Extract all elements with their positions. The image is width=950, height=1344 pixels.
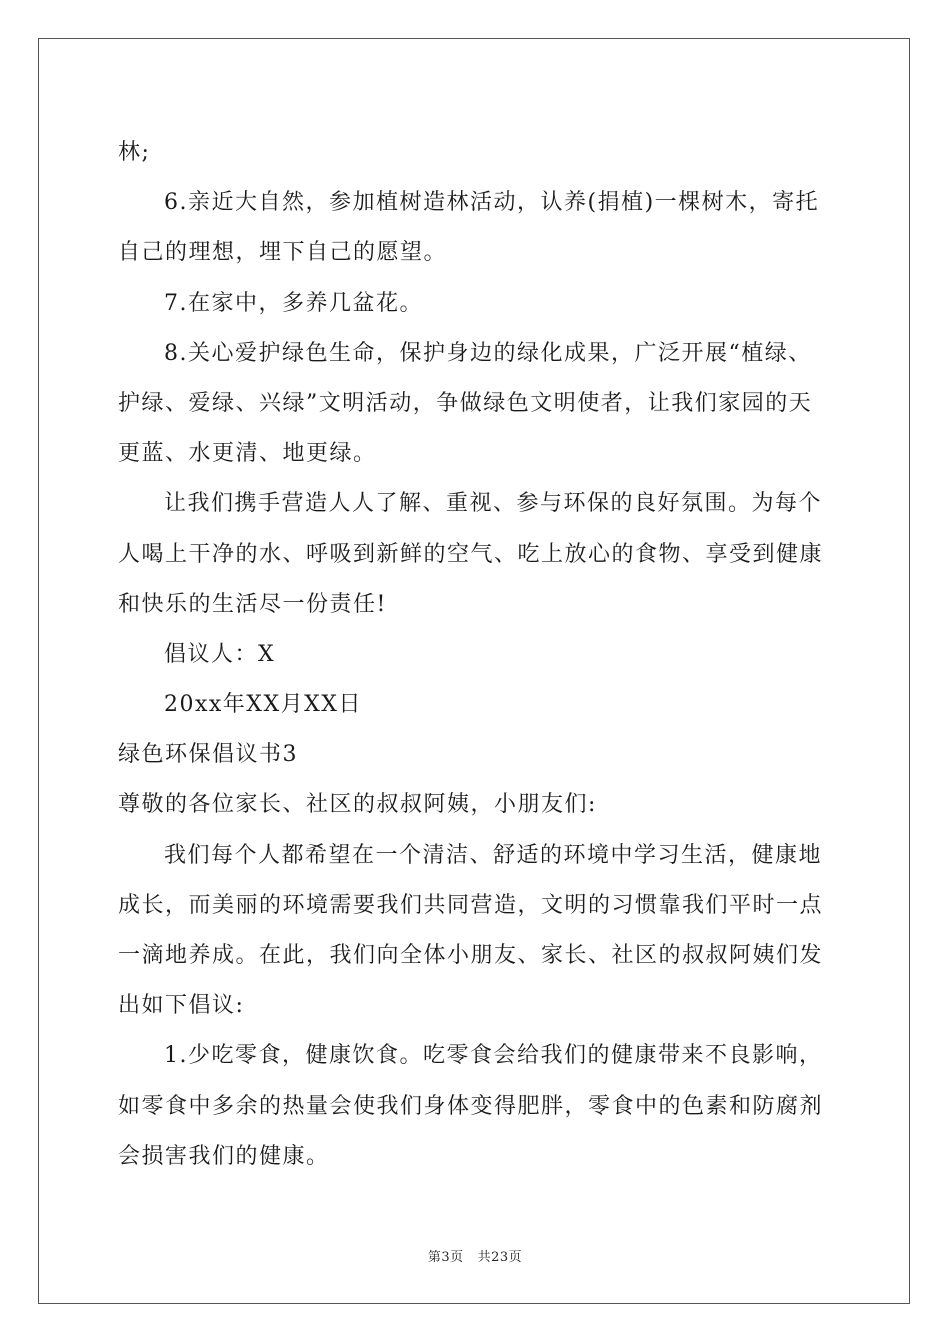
page-total: 共23页: [477, 1250, 523, 1265]
text-line: 如零食中多余的热量会使我们身体变得肥胖，零食中的色素和防腐剂: [118, 1093, 824, 1119]
signature-line: 倡议人：X: [164, 641, 276, 667]
text-line: 自己的理想，埋下自己的愿望。: [118, 240, 448, 266]
text-line: 更蓝、水更清、地更绿。: [118, 441, 377, 467]
text-line: 护绿、爱绿、兴绿”文明活动，争做绿色文明使者，让我们家园的天: [118, 390, 813, 416]
text-line: 7.在家中，多养几盆花。: [164, 290, 423, 316]
document-body: [118, 128, 838, 1182]
section-title: 绿色环保倡议书3: [118, 742, 298, 768]
salutation: 尊敬的各位家长、社区的叔叔阿姨，小朋友们:: [118, 792, 597, 818]
text-line: 成长，而美丽的环境需要我们共同营造，文明的习惯靠我们平时一点: [118, 892, 824, 918]
text-line: 6.亲近大自然，参加植树造林活动，认养(捐植)一棵树木，寄托: [164, 190, 820, 216]
text-line: 1.少吃零食，健康饮食。吃零食会给我们的健康带来不良影响，: [164, 1043, 823, 1069]
text-line: 我们每个人都希望在一个清洁、舒适的环境中学习生活，健康地: [164, 842, 823, 868]
text-line: 8.关心爱护绿色生命，保护身边的绿化成果，广泛开展“植绿、: [164, 340, 812, 366]
text-line: 会损害我们的健康。: [118, 1143, 330, 1169]
date-line: 20xx年XX月XX日: [164, 692, 362, 718]
text-line: 一滴地养成。在此，我们向全体小朋友、家长、社区的叔叔阿姨们发: [118, 943, 824, 968]
page-footer: [0, 1246, 950, 1265]
text-line: 让我们携手营造人人了解、重视、参与环保的良好氛围。为每个: [164, 491, 823, 517]
page-number: 第3页: [427, 1250, 464, 1265]
text-line: 出如下倡议:: [118, 993, 245, 1019]
text-line: 林;: [118, 140, 151, 165]
text-line: 人喝上干净的水、呼吸到新鲜的空气、吃上放心的食物、享受到健康: [118, 541, 824, 567]
text-line: 和快乐的生活尽一份责任!: [118, 591, 387, 617]
